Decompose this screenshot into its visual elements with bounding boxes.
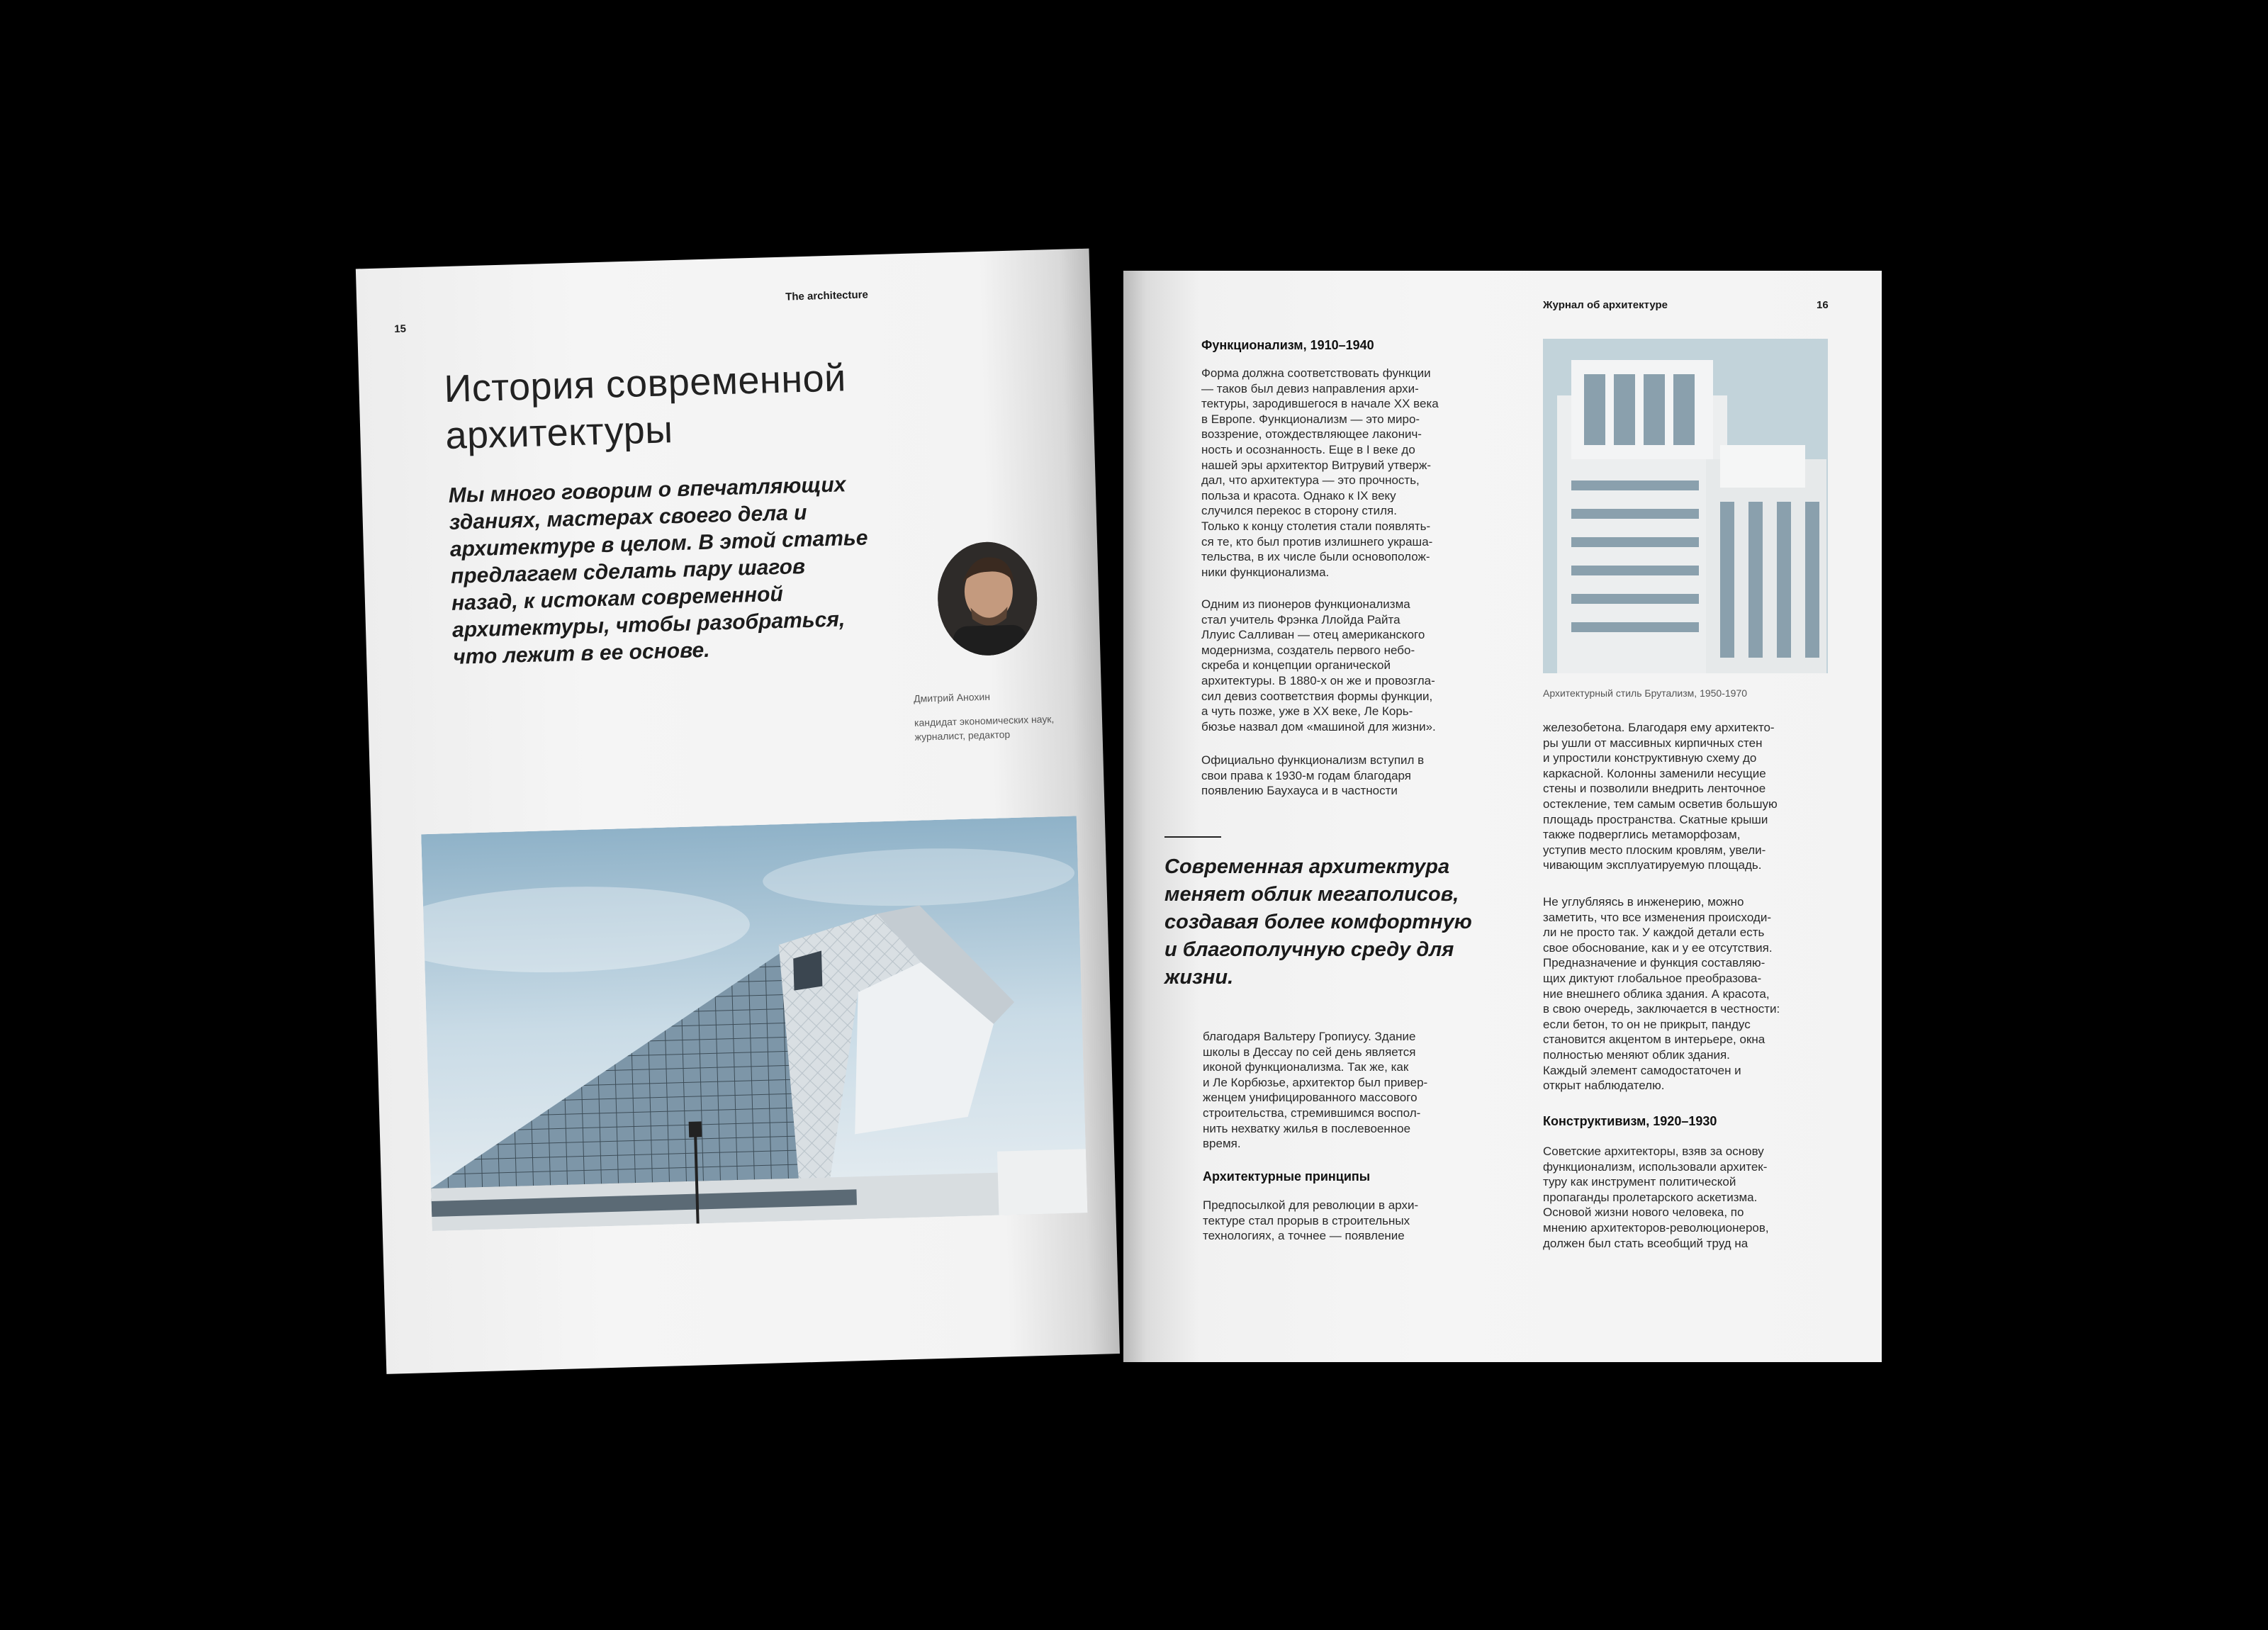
quote-line: меняет облик мегаполисов, bbox=[1164, 883, 1459, 906]
text-line: ность и осознанность. Еще в I веке до bbox=[1201, 442, 1415, 456]
text-line: функционализм, использовали архитек- bbox=[1543, 1159, 1768, 1174]
text-line: и упростили конструктивную схему до bbox=[1543, 751, 1757, 765]
page-number: 15 bbox=[394, 322, 407, 336]
author-role-line: кандидат экономических наук, bbox=[914, 713, 1055, 729]
text-line: Каждый элемент самодостаточен и bbox=[1543, 1063, 1741, 1077]
paragraph bbox=[1201, 753, 1499, 799]
title-line: архитектуры bbox=[444, 408, 674, 458]
paragraph bbox=[1203, 1029, 1500, 1152]
lead-paragraph bbox=[448, 469, 935, 671]
text-line: Только к концу столетия стали появлять- bbox=[1201, 519, 1431, 533]
text-line: польза и красота. Однако к IX веку bbox=[1201, 488, 1396, 502]
text-line: появлению Баухауса и в частности bbox=[1201, 784, 1398, 798]
text-line: дал, что архитектура — это прочность, bbox=[1201, 473, 1420, 488]
text-line: случился перекос в сторону стиля. bbox=[1201, 504, 1397, 518]
text-line: а чуть позже, уже в XX веке, Ле Корь- bbox=[1201, 704, 1413, 719]
text-line: площадь пространства. Скатные крыши bbox=[1543, 812, 1768, 826]
title-line: История современной bbox=[443, 356, 847, 411]
text-line: если бетон, то он не прикрыт, пандус bbox=[1543, 1017, 1751, 1031]
text-line: туру как инструмент политической bbox=[1543, 1175, 1736, 1189]
section-heading-principles: Архитектурные принципы bbox=[1203, 1169, 1371, 1184]
text-line: Ллуис Салливан — отец американского bbox=[1201, 628, 1425, 642]
paragraph bbox=[1543, 894, 1855, 1094]
text-line: открыт наблюдателю. bbox=[1543, 1079, 1665, 1093]
text-line: Советские архитекторы, взяв за основу bbox=[1543, 1145, 1764, 1158]
lead-line: что лежит в ее основе. bbox=[452, 638, 710, 669]
brutalist-building-image bbox=[1543, 339, 1828, 673]
lead-line: предлагаем сделать пару шагов bbox=[450, 554, 806, 588]
text-line: Предназначение и функция составляю- bbox=[1543, 956, 1765, 970]
pull-quote bbox=[1164, 853, 1505, 991]
text-line: мнению архитекторов-революционеров, bbox=[1543, 1220, 1769, 1235]
text-line: свое обоснование, как и у ее отсутствия. bbox=[1543, 940, 1773, 955]
text-line: Официально функционализм вступил в bbox=[1201, 753, 1425, 767]
text-line: железобетона. Благодаря ему архитекто- bbox=[1543, 721, 1775, 734]
text-line: уступив место плоским кровлям, увели- bbox=[1543, 843, 1766, 857]
brutalism-photo bbox=[1543, 339, 1828, 673]
text-line: скреба и концепции органической bbox=[1201, 658, 1391, 673]
text-line: модернизма, создатель первого небо- bbox=[1201, 643, 1415, 657]
section-heading-functionalism: Функционализм, 1910–1940 bbox=[1201, 338, 1374, 352]
text-line: остекление, тем самым осветив большую bbox=[1543, 797, 1778, 811]
paragraph bbox=[1203, 1198, 1500, 1244]
text-line: сил девиз соответствия формы функции, bbox=[1201, 689, 1433, 703]
text-line: свои права к 1930-м годам благодаря bbox=[1201, 768, 1411, 782]
author-role bbox=[914, 712, 1055, 743]
running-head: Журнал об архитектуре bbox=[1543, 299, 1668, 311]
text-line: Одним из пионеров функционализма bbox=[1201, 597, 1410, 611]
author-name: Дмитрий Анохин bbox=[913, 690, 991, 704]
quote-rule bbox=[1164, 836, 1221, 838]
text-line: должен был стать всеобщий труд на bbox=[1543, 1236, 1748, 1250]
text-line: архитектуры. В 1880-х он же и провозгла- bbox=[1201, 673, 1435, 687]
quote-line: Современная архитектура bbox=[1164, 855, 1450, 878]
text-line: щих диктуют глобальное преобразова- bbox=[1543, 971, 1762, 985]
text-line: ли не просто так. У каждой детали есть bbox=[1543, 926, 1765, 940]
text-line: становится акцентом в интерьере, окна bbox=[1543, 1033, 1765, 1047]
text-line: Основой жизни нового человека, по bbox=[1543, 1205, 1744, 1220]
text-line: Предпосылкой для революции в архи- bbox=[1203, 1198, 1419, 1212]
text-line: заметить, что все изменения происходи- bbox=[1543, 910, 1772, 924]
text-line: тектуре стал прорыв в строительных bbox=[1203, 1213, 1410, 1227]
left-page bbox=[356, 249, 1120, 1374]
text-line: благодаря Вальтеру Гропиусу. Здание bbox=[1203, 1030, 1416, 1043]
quote-line: и благополучную среду для bbox=[1164, 938, 1454, 961]
text-line: женцем унифицированного массового bbox=[1203, 1091, 1418, 1105]
text-line: каркасной. Колонны заменили несущие bbox=[1543, 766, 1766, 780]
text-line: бюзье назвал дом «машиной для жизни». bbox=[1201, 719, 1436, 734]
text-line: нашей эры архитектор Витрувий утверж- bbox=[1201, 458, 1432, 472]
text-line: пропаганды пролетарского аскетизма. bbox=[1543, 1190, 1758, 1204]
text-line: в свою очередь, заключается в честности: bbox=[1543, 1002, 1780, 1016]
text-line: иконой функционализма. Так же, как bbox=[1203, 1060, 1409, 1074]
text-line: ры ушли от массивных кирпичных стен bbox=[1543, 736, 1763, 750]
text-line: технологиях, а точнее — появление bbox=[1203, 1229, 1405, 1243]
text-line: стены и позволили внедрить ленточное bbox=[1543, 782, 1766, 796]
author-avatar bbox=[936, 541, 1038, 657]
text-line: Форма должна соответствовать функции bbox=[1201, 366, 1431, 380]
lead-line: Мы много говорим о впечатляющих bbox=[448, 473, 846, 507]
right-page bbox=[1123, 271, 1882, 1362]
text-line: ние внешнего облика здания. А красота, bbox=[1543, 987, 1770, 1001]
running-head: The architecture bbox=[785, 288, 869, 303]
text-line: стал учитель Фрэнка Ллойда Райта bbox=[1201, 612, 1400, 626]
text-line: строительства, стремившимся воспол- bbox=[1203, 1106, 1421, 1120]
text-line: воззрение, отождествляющее лаконич- bbox=[1201, 427, 1422, 442]
quote-line: создавая более комфортную bbox=[1164, 911, 1472, 933]
lead-line: архитектуры, чтобы разобраться, bbox=[451, 607, 846, 642]
text-line: Не углубляясь в инженерию, можно bbox=[1543, 895, 1744, 909]
text-line: нить нехватку жилья в послевоенное bbox=[1203, 1121, 1411, 1135]
text-line: школы в Дессау по сей день является bbox=[1203, 1045, 1416, 1059]
text-line: полностью меняют облик здания. bbox=[1543, 1047, 1730, 1062]
text-line: также подверглись метаморфозам, bbox=[1543, 828, 1741, 842]
paragraph bbox=[1543, 1144, 1855, 1251]
photo-caption: Архитектурный стиль Брутализм, 1950-1970 bbox=[1543, 687, 1748, 699]
text-line: в Европе. Функционализм — это миро- bbox=[1201, 412, 1420, 426]
paragraph bbox=[1201, 366, 1499, 580]
lead-line: архитектуре в целом. В этой статье bbox=[449, 526, 868, 561]
author-portrait-icon bbox=[936, 541, 1038, 657]
lead-line: зданиях, мастерах своего дела и bbox=[449, 500, 807, 534]
page-number: 16 bbox=[1817, 299, 1829, 311]
quote-line: жизни. bbox=[1164, 966, 1234, 989]
text-line: время. bbox=[1203, 1137, 1241, 1151]
text-line: ники функционализма. bbox=[1201, 565, 1330, 579]
author-role-line: журналист, редактор bbox=[914, 728, 1011, 743]
text-line: тельства, в их числе были основополож- bbox=[1201, 550, 1430, 564]
section-heading-constructivism: Конструктивизм, 1920–1930 bbox=[1543, 1114, 1717, 1128]
lead-line: назад, к истокам современной bbox=[451, 582, 784, 615]
text-line: — таков был девиз направления архи- bbox=[1201, 381, 1419, 395]
article-title bbox=[444, 354, 848, 459]
text-line: тектуры, зародившегося в начале XX века bbox=[1201, 397, 1439, 411]
building-photo bbox=[421, 816, 1087, 1231]
paragraph bbox=[1543, 720, 1855, 873]
text-line: ся те, кто был против излишнего украша- bbox=[1201, 534, 1433, 549]
text-line: чивающим эксплуатируемую площадь. bbox=[1543, 858, 1762, 872]
paragraph bbox=[1201, 597, 1499, 734]
museum-building-image bbox=[421, 816, 1087, 1231]
text-line: и Ле Корбюзье, архитектор был привер- bbox=[1203, 1075, 1428, 1089]
